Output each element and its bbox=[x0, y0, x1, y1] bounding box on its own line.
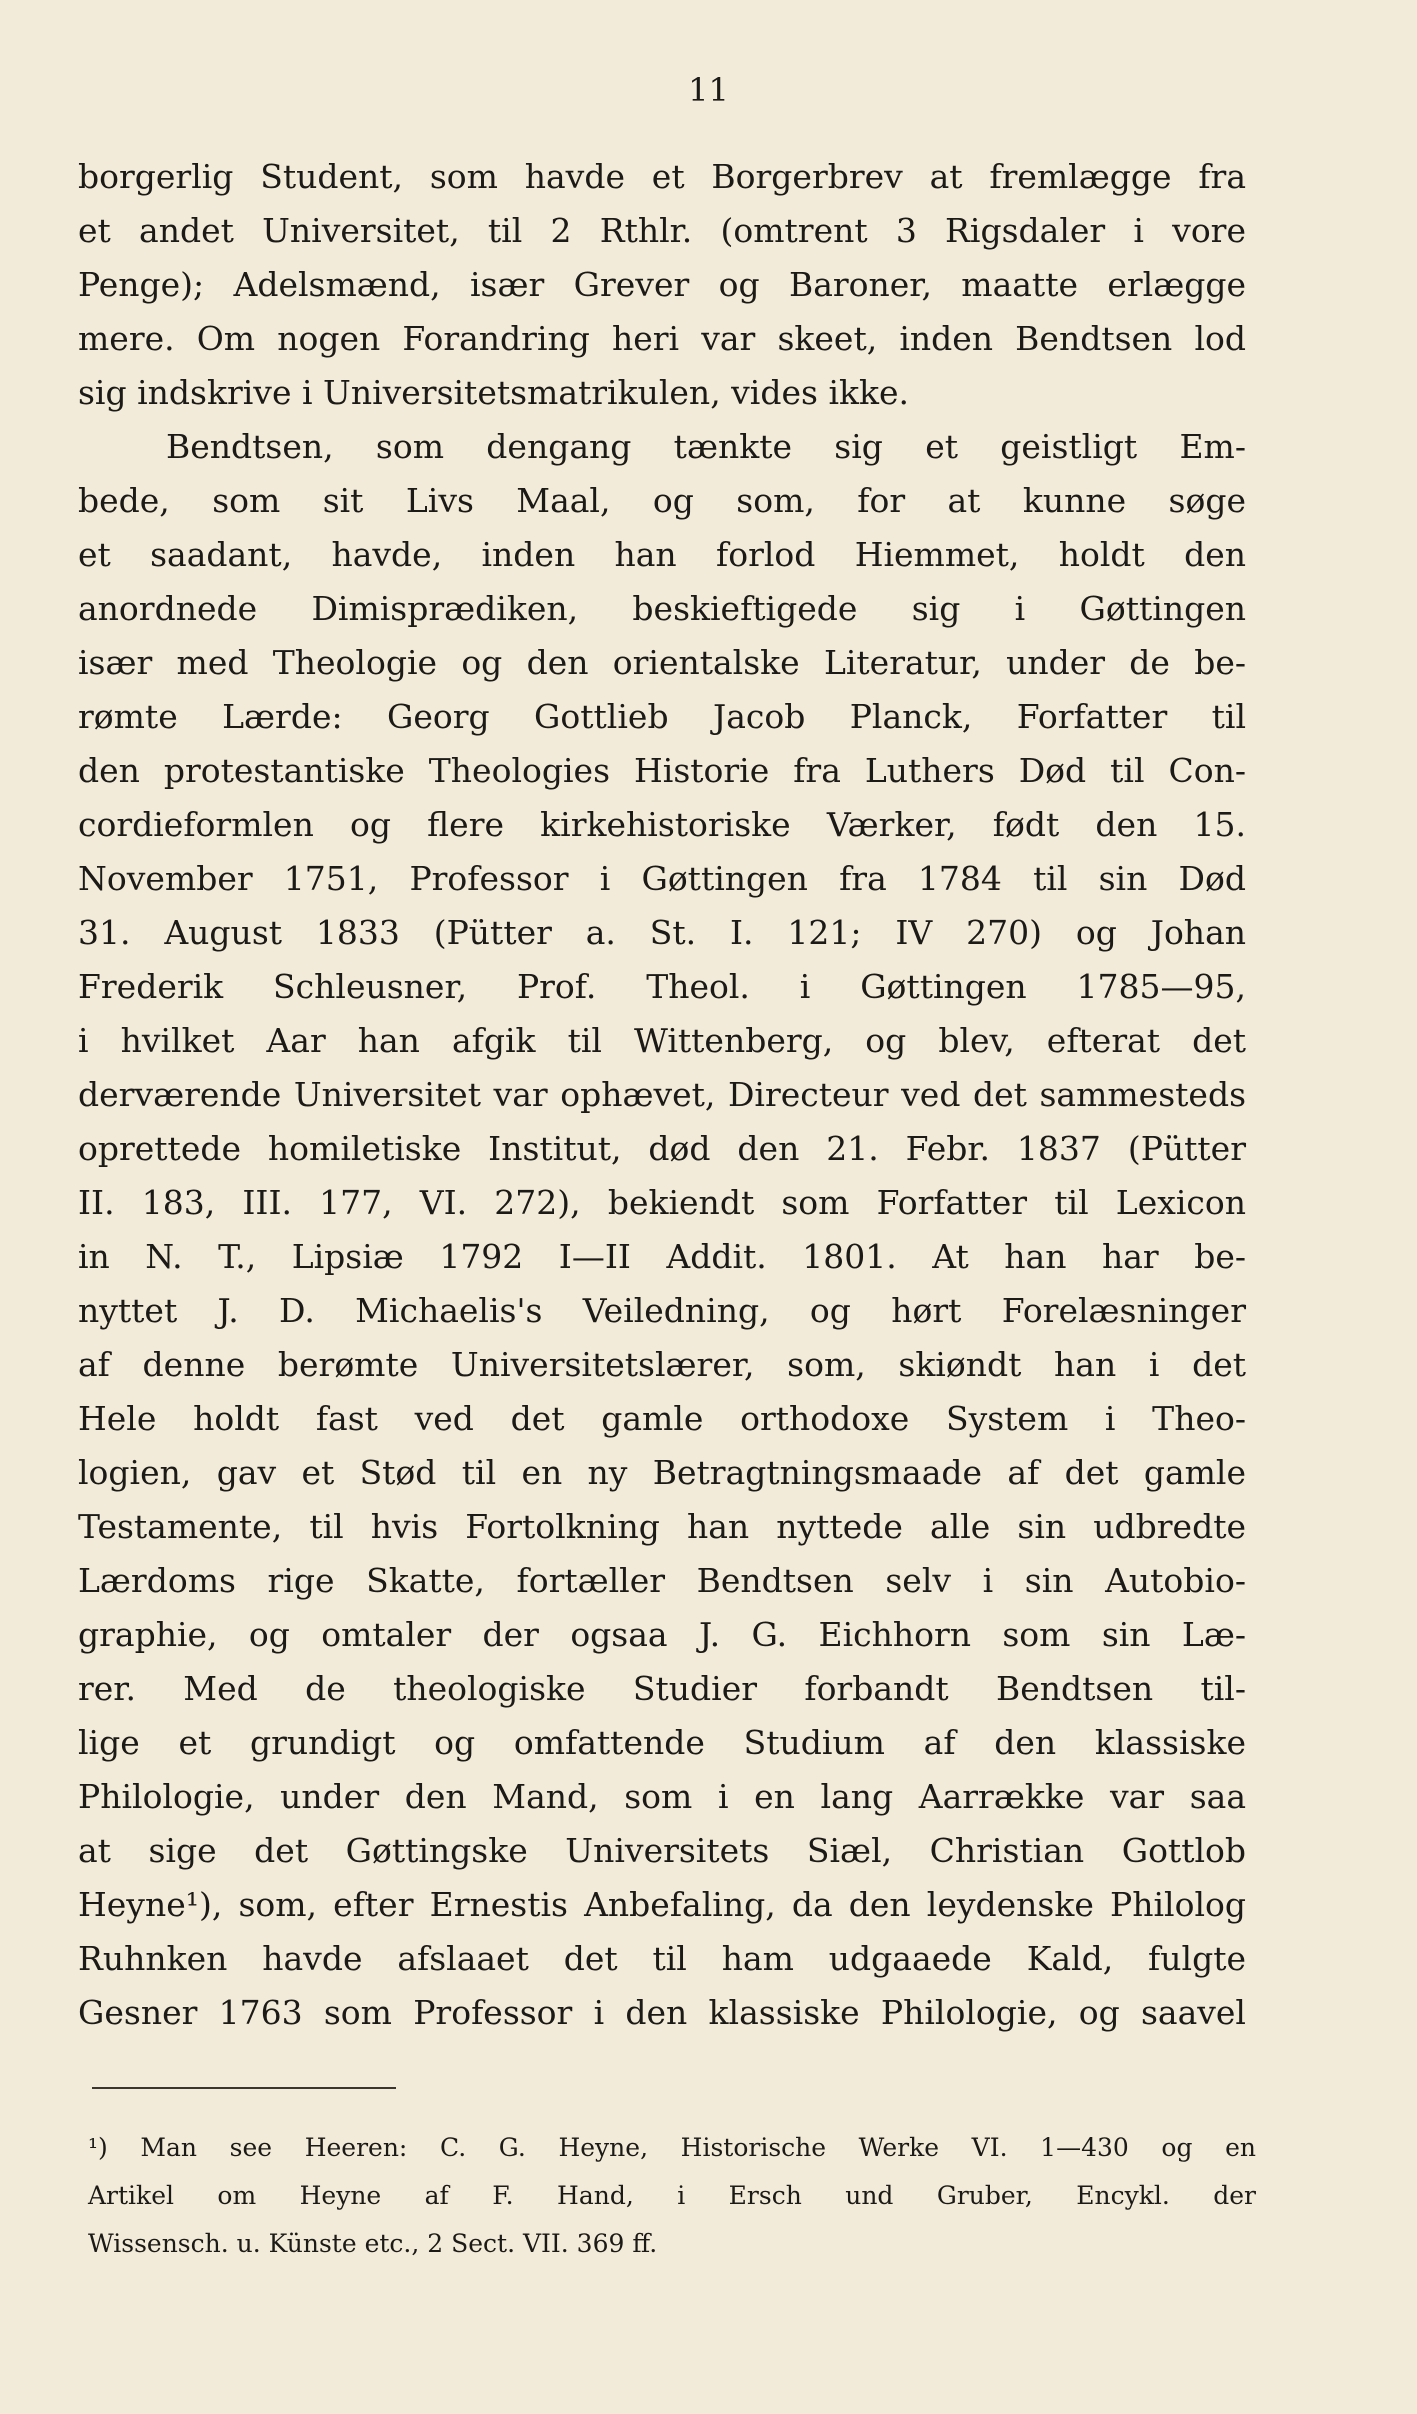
body-line: oprettede homiletiske Institut, død den 21. Febr. 1837 (Pütter bbox=[78, 1129, 1246, 1168]
page-number: 11 bbox=[688, 71, 729, 109]
body-line: Ruhnken havde afslaaet det til ham udgaaede Kald, fulgte bbox=[78, 1939, 1246, 1978]
body-text bbox=[78, 150, 1246, 2040]
body-line: cordieformlen og flere kirkehistoriske Værker, født den 15. bbox=[78, 805, 1246, 844]
body-line: mere. Om nogen Forandring heri var skeet, inden Bendtsen lod bbox=[78, 319, 1246, 358]
body-line: Gesner 1763 som Professor i den klassiske Philologie, og saavel bbox=[78, 1993, 1246, 2032]
body-line: bede, som sit Livs Maal, og som, for at kunne søge bbox=[78, 481, 1246, 520]
body-line: Testamente, til hvis Fortolkning han nyttede alle sin udbredte bbox=[78, 1507, 1246, 1546]
body-line: Lærdoms rige Skatte, fortæller Bendtsen selv i sin Autobio- bbox=[78, 1561, 1246, 1600]
body-line: sig indskrive i Universitetsmatrikulen, vides ikke. bbox=[78, 373, 910, 412]
body-line: især med Theologie og den orientalske Literatur, under de be- bbox=[78, 643, 1246, 682]
body-line: Penge); Adelsmænd, især Grever og Baroner, maatte erlægge bbox=[78, 265, 1246, 304]
body-line: Philologie, under den Mand, som i en lang Aarrække var saa bbox=[78, 1777, 1246, 1816]
body-line: af denne berømte Universitetslærer, som, skiøndt han i det bbox=[78, 1345, 1246, 1384]
body-line: rer. Med de theologiske Studier forbandt Bendtsen til- bbox=[78, 1669, 1246, 1708]
body-line: at sige det Gøttingske Universitets Siæl, Christian Gottlob bbox=[78, 1831, 1246, 1870]
body-line: et saadant, havde, inden han forlod Hiemmet, holdt den bbox=[78, 535, 1246, 574]
body-line: II. 183, III. 177, VI. 272), bekiendt som Forfatter til Lexicon bbox=[78, 1183, 1246, 1222]
body-line: Bendtsen, som dengang tænkte sig et geistligt Em- bbox=[166, 427, 1246, 466]
footnote-line: ¹) Man see Heeren: C. G. Heyne, Historische Werke VI. 1—430 og en bbox=[88, 2133, 1256, 2162]
body-line: anordnede Dimisprædiken, beskieftigede sig i Gøttingen bbox=[78, 589, 1246, 628]
body-line: den protestantiske Theologies Historie fra Luthers Død til Con- bbox=[78, 751, 1246, 790]
body-line: Hele holdt fast ved det gamle orthodoxe System i Theo- bbox=[78, 1399, 1246, 1438]
body-line: rømte Lærde: Georg Gottlieb Jacob Planck, Forfatter til bbox=[78, 697, 1246, 736]
footnote-line: Wissensch. u. Künste etc., 2 Sect. VII. 369 ff. bbox=[88, 2229, 658, 2258]
footnote-line: Artikel om Heyne af F. Hand, i Ersch und Gruber, Encykl. der bbox=[88, 2181, 1256, 2210]
body-line: nyttet J. D. Michaelis's Veiledning, og hørt Forelæsninger bbox=[78, 1291, 1246, 1330]
body-line: i hvilket Aar han afgik til Wittenberg, og blev, efterat det bbox=[78, 1021, 1246, 1060]
body-line: 31. August 1833 (Pütter a. St. I. 121; IV 270) og Johan bbox=[78, 913, 1246, 952]
body-line: graphie, og omtaler der ogsaa J. G. Eichhorn som sin Læ- bbox=[78, 1615, 1246, 1654]
body-line: et andet Universitet, til 2 Rthlr. (omtrent 3 Rigsdaler i vore bbox=[78, 211, 1246, 250]
body-line: borgerlig Student, som havde et Borgerbrev at fremlægge fra bbox=[78, 157, 1246, 196]
body-line: derværende Universitet var ophævet, Directeur ved det sammesteds bbox=[78, 1075, 1246, 1114]
body-line: lige et grundigt og omfattende Studium af den klassiske bbox=[78, 1723, 1246, 1762]
body-line: Frederik Schleusner, Prof. Theol. i Gøttingen 1785—95, bbox=[78, 967, 1246, 1006]
footnote-divider bbox=[92, 2087, 396, 2089]
body-line: Heyne¹), som, efter Ernestis Anbefaling, da den leydenske Philolog bbox=[78, 1885, 1246, 1924]
body-line: in N. T., Lipsiæ 1792 I—II Addit. 1801. At han har be- bbox=[78, 1237, 1246, 1276]
body-line: November 1751, Professor i Gøttingen fra 1784 til sin Død bbox=[78, 859, 1246, 898]
footnote bbox=[88, 2124, 1256, 2268]
body-line: logien, gav et Stød til en ny Betragtningsmaade af det gamle bbox=[78, 1453, 1246, 1492]
